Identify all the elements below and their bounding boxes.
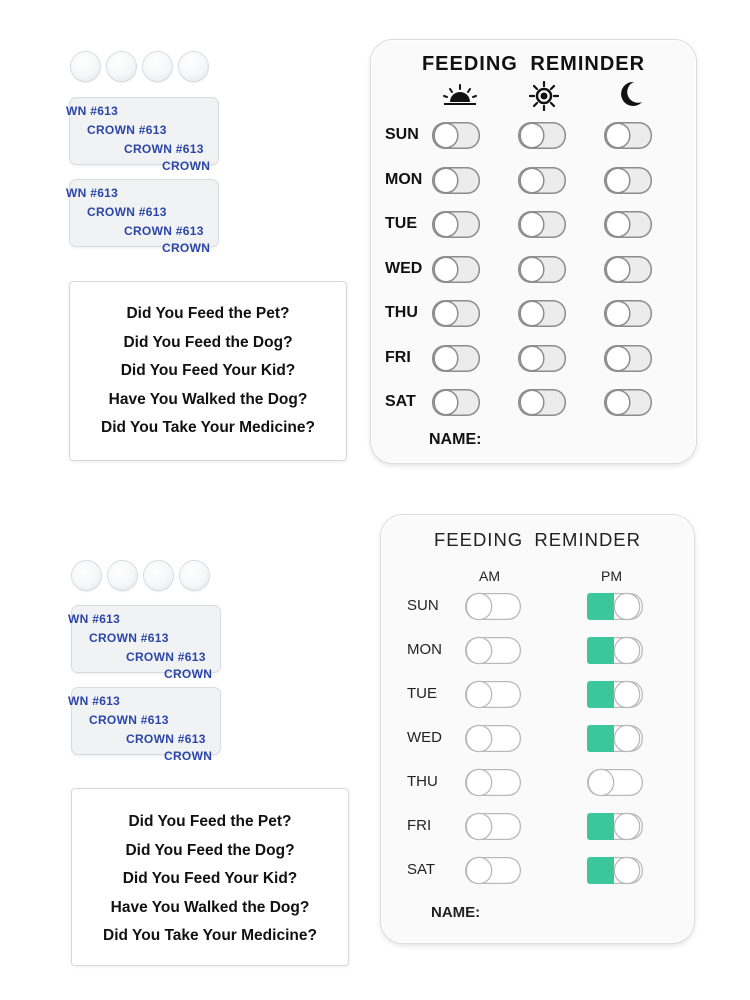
pm-slider-toggle[interactable] — [587, 813, 643, 840]
magnet-dot — [144, 561, 173, 590]
am-slider-toggle[interactable] — [465, 593, 521, 620]
am-slider-toggle[interactable] — [465, 725, 521, 752]
day-label: SAT — [385, 393, 416, 410]
feeding-reminder-board — [371, 40, 696, 463]
tape-print: CROWN #613 — [89, 713, 169, 727]
slider-knob[interactable] — [615, 638, 639, 663]
slider-knob[interactable] — [435, 347, 457, 370]
slider-knob[interactable] — [607, 391, 629, 414]
tape-print: CROWN #613 — [124, 224, 204, 238]
magnet-dot — [108, 561, 137, 590]
question-line: Did You Take Your Medicine? — [101, 419, 315, 436]
question-line: Did You Feed the Dog? — [125, 841, 295, 859]
tape-print: CROWN — [164, 667, 213, 681]
fed-indicator — [587, 637, 614, 664]
magnet-dots — [71, 52, 208, 81]
day-label: WED — [407, 729, 442, 746]
slider-knob[interactable] — [467, 726, 491, 751]
day-label: FRI — [385, 348, 411, 366]
slider-knob[interactable] — [467, 770, 491, 795]
magnet-dot — [72, 561, 101, 590]
question-line: Did You Feed the Pet? — [128, 813, 292, 830]
question-line: Did You Feed the Pet? — [126, 305, 290, 322]
slider-toggle[interactable] — [432, 300, 480, 327]
am-slider-toggle[interactable] — [465, 769, 521, 796]
slider-toggle[interactable] — [604, 167, 652, 194]
slider-knob[interactable] — [435, 124, 457, 147]
slider-toggle[interactable] — [518, 300, 566, 327]
tape-print: CROWN #613 — [87, 123, 167, 137]
fed-indicator — [587, 857, 614, 884]
slider-knob[interactable] — [467, 682, 491, 707]
slider-knob[interactable] — [615, 682, 639, 707]
fed-indicator — [587, 593, 614, 620]
question-line: Did You Feed the Dog? — [123, 333, 293, 351]
slider-knob[interactable] — [521, 347, 543, 370]
magnet-dot — [143, 52, 172, 81]
tape-print: CROWN — [162, 241, 211, 255]
pm-slider-toggle[interactable] — [587, 681, 643, 708]
slider-knob[interactable] — [607, 347, 629, 370]
day-label: TUE — [385, 215, 417, 232]
slider-knob[interactable] — [607, 169, 629, 192]
slider-knob[interactable] — [615, 594, 639, 619]
slider-toggle[interactable] — [518, 211, 566, 238]
slider-knob[interactable] — [607, 258, 629, 281]
pm-slider-toggle[interactable] — [587, 857, 643, 884]
adhesive-tape-strip — [66, 180, 218, 255]
question-line: Have You Walked the Dog? — [108, 390, 308, 408]
slider-toggle[interactable] — [604, 345, 652, 372]
day-label: TUE — [407, 685, 437, 702]
tape-print: CROWN #613 — [126, 732, 206, 746]
day-label: MON — [385, 170, 423, 188]
fed-indicator — [587, 813, 614, 840]
pm-slider-toggle[interactable] — [587, 593, 643, 620]
adhesive-tape-strip — [68, 606, 220, 681]
slider-toggle[interactable] — [518, 256, 566, 283]
slider-knob[interactable] — [607, 213, 629, 236]
slider-knob[interactable] — [521, 302, 543, 325]
slider-toggle[interactable] — [518, 122, 566, 149]
slider-knob[interactable] — [521, 169, 543, 192]
slider-knob[interactable] — [521, 124, 543, 147]
column-header-pm: PM — [601, 568, 622, 584]
slider-knob[interactable] — [435, 169, 457, 192]
tape-print: CROWN #613 — [87, 205, 167, 219]
day-label: THU — [385, 304, 418, 321]
question-line: Did You Feed Your Kid? — [120, 362, 296, 379]
adhesive-tape-strip — [68, 688, 220, 763]
pm-slider-toggle[interactable] — [587, 769, 643, 796]
slider-knob[interactable] — [467, 638, 491, 663]
am-slider-toggle[interactable] — [465, 857, 521, 884]
slider-toggle[interactable] — [432, 167, 480, 194]
tape-print: CROWN #613 — [89, 631, 169, 645]
board-title: FEEDING REMINDER — [433, 529, 642, 550]
tape-print: WN #613 — [66, 186, 119, 200]
tape-print: WN #613 — [68, 694, 121, 708]
slider-toggle[interactable] — [604, 211, 652, 238]
slider-toggle[interactable] — [432, 256, 480, 283]
am-slider-toggle[interactable] — [465, 681, 521, 708]
slider-toggle[interactable] — [432, 345, 480, 372]
slider-toggle[interactable] — [604, 256, 652, 283]
question-card — [72, 789, 348, 965]
slider-knob[interactable] — [521, 391, 543, 414]
board-title: FEEDING REMINDER — [421, 53, 646, 75]
pm-slider-toggle[interactable] — [587, 637, 643, 664]
day-label: SAT — [407, 861, 436, 878]
slider-knob[interactable] — [467, 814, 491, 839]
slider-knob[interactable] — [615, 858, 639, 883]
magnet-dot — [107, 52, 136, 81]
slider-knob[interactable] — [435, 391, 457, 414]
day-label: THU — [407, 773, 438, 790]
slider-knob[interactable] — [467, 594, 491, 619]
slider-toggle[interactable] — [432, 122, 480, 149]
fed-indicator — [587, 725, 614, 752]
day-label: SUN — [407, 597, 439, 614]
slider-knob[interactable] — [435, 302, 457, 325]
slider-toggle[interactable] — [518, 345, 566, 372]
slider-toggle[interactable] — [432, 389, 480, 416]
slider-toggle[interactable] — [604, 389, 652, 416]
day-label: WED — [385, 259, 423, 277]
magnet-dots — [72, 561, 209, 590]
column-header-am: AM — [479, 568, 500, 584]
slider-knob[interactable] — [615, 814, 639, 839]
slider-toggle[interactable] — [604, 300, 652, 327]
tape-print: CROWN — [162, 159, 211, 173]
pm-slider-toggle[interactable] — [587, 725, 643, 752]
day-label: FRI — [407, 817, 432, 834]
name-label: NAME: — [429, 431, 482, 448]
tape-print: CROWN — [164, 749, 213, 763]
sunrise-icon — [442, 83, 478, 109]
adhesive-tape-strip — [66, 98, 218, 173]
sun-icon — [528, 80, 560, 112]
tape-print: CROWN #613 — [126, 650, 206, 664]
question-line: Did You Feed Your Kid? — [122, 870, 298, 887]
slider-knob[interactable] — [435, 258, 457, 281]
slider-knob[interactable] — [435, 213, 457, 236]
magnet-dot — [179, 52, 208, 81]
slider-knob[interactable] — [521, 213, 543, 236]
slider-knob[interactable] — [521, 258, 543, 281]
slider-knob[interactable] — [615, 726, 639, 751]
slider-knob[interactable] — [589, 770, 613, 795]
tape-print: WN #613 — [68, 612, 121, 626]
slider-toggle[interactable] — [604, 122, 652, 149]
tape-print: CROWN #613 — [124, 142, 204, 156]
question-line: Have You Walked the Dog? — [110, 898, 310, 916]
am-slider-toggle[interactable] — [465, 637, 521, 664]
day-label: SUN — [385, 126, 419, 143]
slider-toggle[interactable] — [518, 167, 566, 194]
slider-toggle[interactable] — [432, 211, 480, 238]
day-label: MON — [407, 641, 442, 658]
moon-icon — [620, 80, 644, 108]
slider-knob[interactable] — [607, 302, 629, 325]
slider-knob[interactable] — [607, 124, 629, 147]
am-slider-toggle[interactable] — [465, 813, 521, 840]
slider-toggle[interactable] — [518, 389, 566, 416]
question-line: Did You Take Your Medicine? — [103, 927, 317, 944]
magnet-dot — [180, 561, 209, 590]
magnet-dot — [71, 52, 100, 81]
tape-print: WN #613 — [66, 104, 119, 118]
name-label: NAME: — [431, 904, 481, 921]
question-card — [70, 282, 346, 460]
fed-indicator — [587, 681, 614, 708]
feeding-reminder-board — [381, 515, 694, 943]
slider-knob[interactable] — [467, 858, 491, 883]
